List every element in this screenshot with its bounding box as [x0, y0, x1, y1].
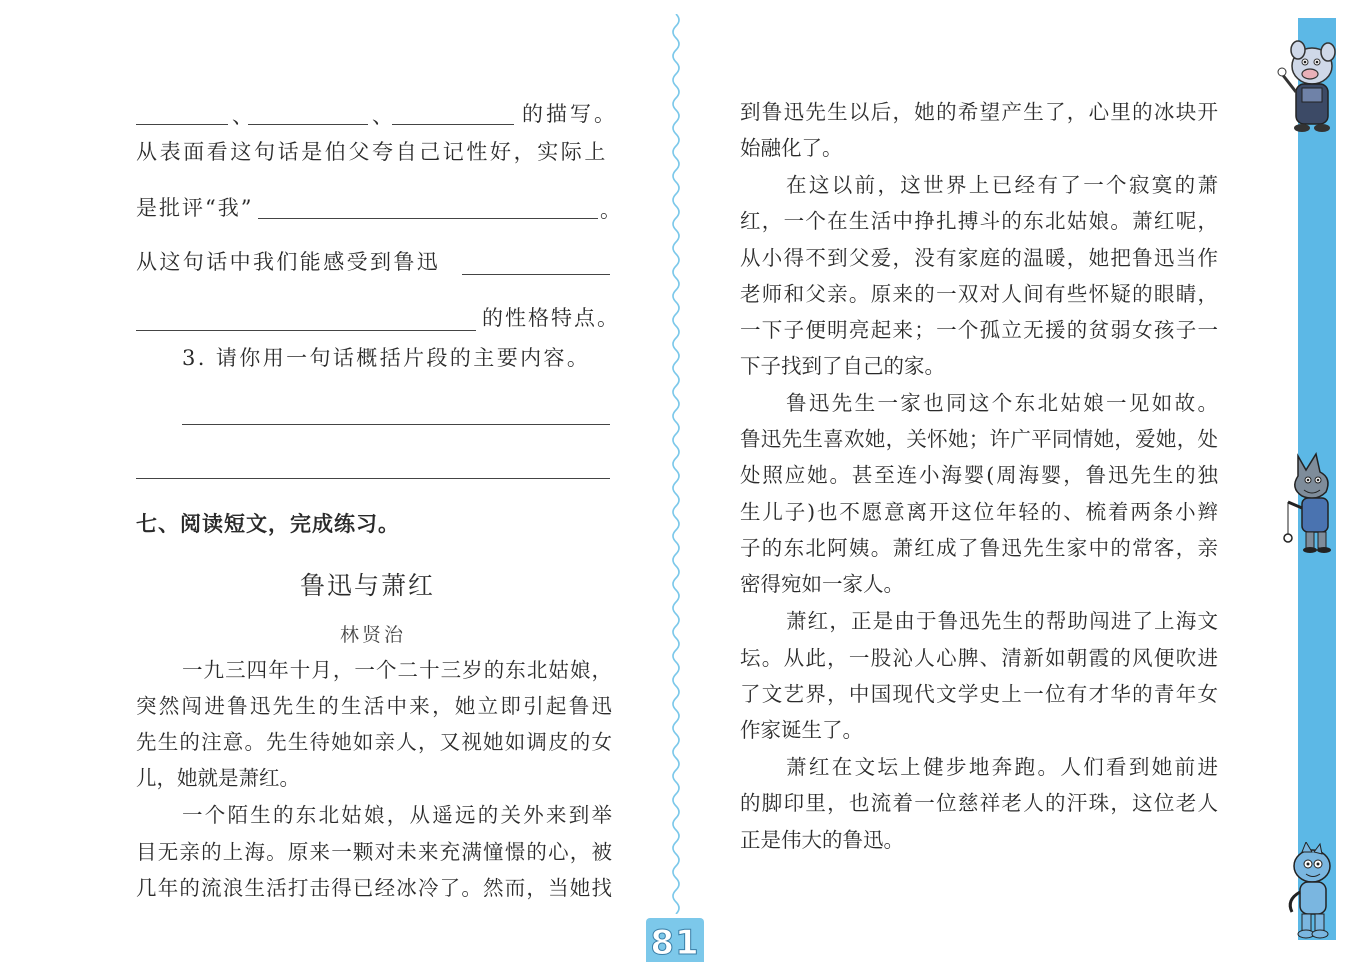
text-line: 在这以前，这世界上已经有了一个寂寞的萧 — [786, 173, 1218, 197]
section-heading: 七、阅读短文，完成练习。 — [136, 512, 400, 536]
question-text: 。 — [600, 198, 624, 222]
question-text: 的性格特点。 — [482, 306, 620, 330]
text-line: 先生的注意。先生待她如亲人，又视她如调皮的女 — [136, 730, 612, 754]
wolf-mascot-icon — [1276, 448, 1338, 556]
text-line: 突然闯进鲁迅先生的生活中来，她立即引起鲁迅 — [136, 694, 612, 718]
question-text: 从这句话中我们能感受到鲁迅 — [136, 250, 441, 274]
question-3: 3. 请你用一句话概括片段的主要内容。 — [182, 346, 591, 370]
page-number: 81 — [646, 918, 704, 962]
text-line: 萧红在文坛上健步地奔跑。人们看到她前进 — [786, 755, 1218, 779]
text-line: 密得宛如一家人。 — [740, 572, 904, 596]
text-line: 了文艺界，中国现代文学史上一位有才华的青年女 — [740, 682, 1218, 706]
text-line: 的脚印里，也流着一位慈祥老人的汗珠，这位老人 — [740, 791, 1218, 815]
text-line: 子的东北阿姨。萧红成了鲁迅先生家中的常客，亲 — [740, 536, 1218, 560]
question-text: 的描写。 — [522, 102, 618, 126]
answer-blank[interactable] — [136, 124, 228, 125]
question-text: 是批评“我” — [136, 196, 254, 220]
text-line: 萧红，正是由于鲁迅先生的帮助闯进了上海文 — [786, 609, 1218, 633]
text-line: 坛。从此，一股沁人心脾、清新如朝霞的风便吹进 — [740, 646, 1218, 670]
article-title: 鲁迅与萧红 — [300, 571, 436, 600]
separator: 、 — [372, 104, 396, 128]
text-line: 生儿子)也不愿意离开这位年轻的、梳着两条小辫 — [740, 500, 1218, 524]
text-line: 鲁迅先生一家也同这个东北姑娘一见如故。 — [786, 391, 1218, 415]
answer-blank[interactable] — [136, 330, 476, 331]
question-text: 从表面看这句话是伯父夸自己记性好，实际上 — [136, 140, 608, 164]
separator: 、 — [232, 104, 256, 128]
text-line: 处照应她。甚至连小海婴(周海婴，鲁迅先生的独 — [740, 463, 1218, 487]
text-line: 到鲁迅先生以后，她的希望产生了，心里的冰块开 — [740, 100, 1218, 124]
article-author: 林贤治 — [340, 624, 407, 646]
text-line: 始融化了。 — [740, 136, 843, 160]
answer-blank[interactable] — [392, 124, 514, 125]
text-line: 老师和父亲。原来的一双对人间有些怀疑的眼睛， — [740, 282, 1218, 306]
text-line: 目无亲的上海。原来一颗对未来充满憧憬的心，被 — [136, 840, 612, 864]
text-line: 下子找到了自己的家。 — [740, 354, 945, 378]
answer-blank[interactable] — [258, 218, 598, 219]
text-line: 儿，她就是萧红。 — [136, 766, 300, 790]
pig-mascot-icon — [1272, 40, 1338, 136]
text-line: 红，一个在生活中挣扎搏斗的东北姑娘。萧红呢， — [740, 209, 1218, 233]
text-line: 几年的流浪生活打击得已经冰冷了。然而，当她找 — [136, 876, 612, 900]
text-line: 一九三四年十月，一个二十三岁的东北姑娘， — [182, 658, 612, 682]
blue-mascot-icon — [1282, 842, 1340, 942]
answer-blank[interactable] — [248, 124, 368, 125]
answer-blank[interactable] — [182, 424, 610, 425]
text-line: 一个陌生的东北姑娘，从遥远的关外来到举 — [182, 803, 612, 827]
text-line: 作家诞生了。 — [740, 718, 863, 742]
text-line: 从小得不到父爱，没有家庭的温暖，她把鲁迅当作 — [740, 246, 1218, 270]
answer-blank[interactable] — [136, 478, 610, 479]
answer-blank[interactable] — [462, 274, 610, 275]
text-line: 一下子便明亮起来；一个孤立无援的贫弱女孩子一 — [740, 318, 1218, 342]
text-line: 鲁迅先生喜欢她，关怀她；许广平同情她，爱她，处 — [740, 427, 1218, 451]
text-line: 正是伟大的鲁迅。 — [740, 828, 904, 852]
